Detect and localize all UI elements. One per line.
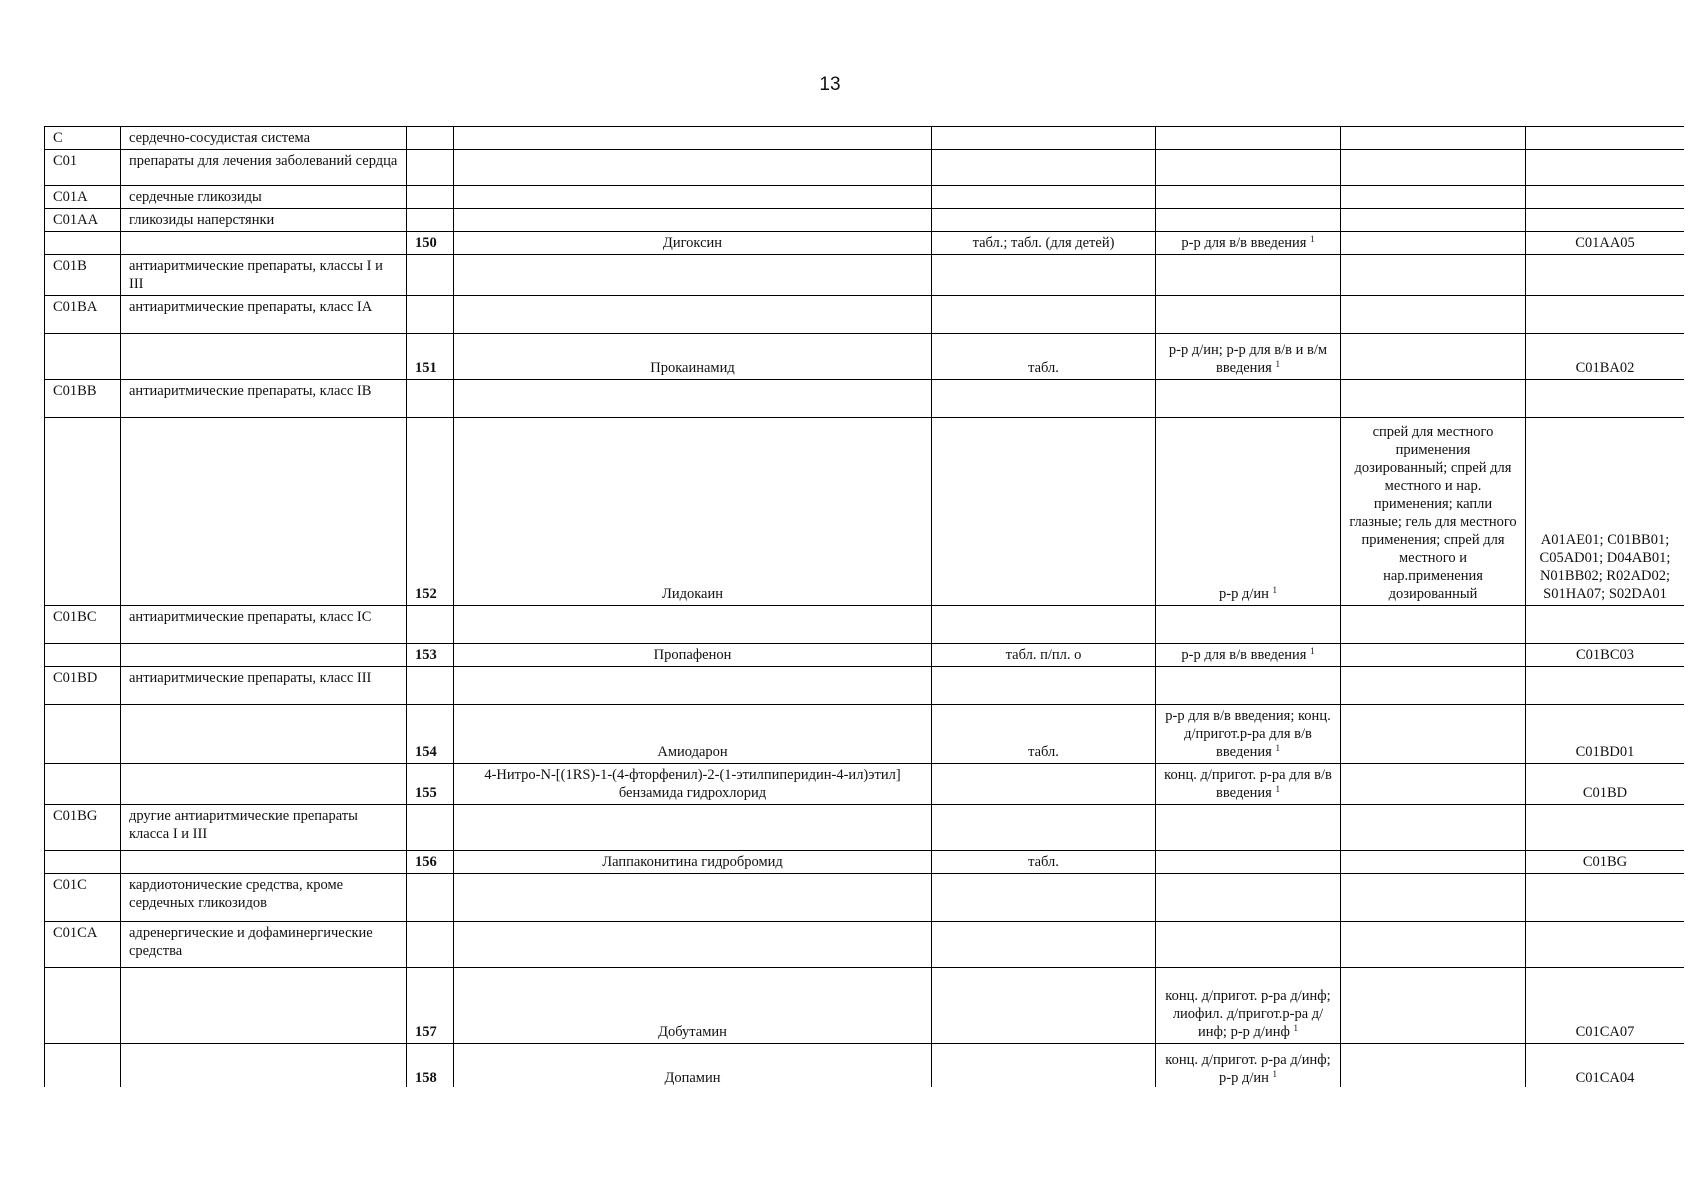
atc-group-code-cell: [45, 968, 121, 1044]
atc-code-cell: [1526, 186, 1685, 209]
atc-group-description-cell: [121, 186, 407, 209]
item-number: 157: [415, 1024, 437, 1040]
atc-code-cell: [1526, 805, 1685, 851]
dosage-form-other-cell: [1341, 968, 1526, 1044]
item-number-cell: [407, 667, 454, 705]
dosage-form-oral: табл. п/пл. о: [1005, 647, 1082, 663]
drug-name: Прокаинамид: [650, 360, 735, 376]
drug-row: [45, 968, 1685, 1044]
dosage-form-injection-cell: [1156, 186, 1341, 209]
atc-group-code-cell: [45, 209, 121, 232]
drug-name-cell: [454, 255, 932, 296]
dosage-form-injection-cell: [1156, 296, 1341, 334]
group-row: [45, 922, 1685, 968]
item-number-cell: [407, 805, 454, 851]
drug-list-table-wrapper: [44, 126, 1684, 1087]
item-number-cell: [407, 255, 454, 296]
item-number-cell: [407, 922, 454, 968]
atc-code-cell: [1526, 334, 1685, 380]
item-number-cell: [407, 127, 454, 150]
atc-code: C01BC03: [1575, 647, 1634, 663]
atc-code-cell: [1526, 968, 1685, 1044]
footnote-marker: 1: [1310, 646, 1315, 656]
dosage-form-injection-cell: [1156, 1044, 1341, 1088]
drug-name: Лаппаконитина гидробромид: [602, 854, 783, 870]
dosage-form-injection: конц. д/пригот. р-ра для в/в введения: [1164, 767, 1332, 801]
atc-group-code-cell: [45, 1044, 121, 1088]
atc-group-description-cell: [121, 296, 407, 334]
item-number-cell: [407, 644, 454, 667]
dosage-form-other-cell: [1341, 255, 1526, 296]
dosage-form-oral-cell: [932, 186, 1156, 209]
drug-name-cell: [454, 209, 932, 232]
atc-code-cell: [1526, 705, 1685, 764]
dosage-form-other-cell: [1341, 127, 1526, 150]
atc-group-code: C01A: [53, 189, 88, 205]
atc-code: A01AE01; C01BB01; C05AD01; D04AB01; N01BB02; R02AD02; S01HA07; S02DA01: [1539, 532, 1671, 602]
item-number-cell: [407, 606, 454, 644]
item-number: 155: [415, 785, 437, 801]
drug-name-cell: [454, 232, 932, 255]
dosage-form-oral-cell: [932, 150, 1156, 186]
item-number-cell: [407, 232, 454, 255]
drug-row: [45, 418, 1685, 606]
item-number-cell: [407, 851, 454, 874]
item-number-cell: [407, 874, 454, 922]
atc-group-description-cell: [121, 127, 407, 150]
atc-group-description-cell: [121, 150, 407, 186]
drug-name-cell: [454, 186, 932, 209]
atc-code-cell: [1526, 764, 1685, 805]
atc-group-code: C01B: [53, 258, 87, 274]
atc-group-description-cell: [121, 644, 407, 667]
atc-group-description-cell: [121, 667, 407, 705]
atc-group-code-cell: [45, 232, 121, 255]
atc-group-code-cell: [45, 874, 121, 922]
atc-group-code: C01CA: [53, 925, 98, 941]
dosage-form-oral-cell: [932, 922, 1156, 968]
dosage-form-other-cell: [1341, 922, 1526, 968]
dosage-form-other-cell: [1341, 805, 1526, 851]
drug-name-cell: [454, 296, 932, 334]
group-row: [45, 606, 1685, 644]
atc-group-code: C01BA: [53, 299, 98, 315]
atc-code-cell: [1526, 380, 1685, 418]
drug-row: [45, 851, 1685, 874]
atc-group-description-cell: [121, 1044, 407, 1088]
atc-group-description-cell: [121, 705, 407, 764]
dosage-form-oral: табл.: [1028, 744, 1059, 760]
dosage-form-injection-cell: [1156, 255, 1341, 296]
dosage-form-injection: р-р д/ин; р-р для в/в и в/м введения: [1168, 342, 1328, 376]
atc-code-cell: [1526, 922, 1685, 968]
drug-name: Дигоксин: [662, 235, 723, 251]
dosage-form-injection-cell: [1156, 667, 1341, 705]
atc-code-cell: [1526, 874, 1685, 922]
group-row: [45, 805, 1685, 851]
atc-group-code-cell: [45, 186, 121, 209]
atc-group-description-cell: [121, 380, 407, 418]
atc-code: C01CA04: [1575, 1070, 1635, 1086]
item-number: 150: [415, 235, 437, 251]
item-number-cell: [407, 764, 454, 805]
atc-group-description-cell: [121, 805, 407, 851]
item-number-cell: [407, 296, 454, 334]
atc-code-cell: [1526, 644, 1685, 667]
atc-code: C01CA07: [1575, 1024, 1635, 1040]
atc-group-description: другие антиаритмические препараты класса I и III: [129, 808, 358, 842]
dosage-form-oral-cell: [932, 418, 1156, 606]
dosage-form-oral: табл.: [1028, 854, 1059, 870]
atc-group-description-cell: [121, 851, 407, 874]
dosage-form-oral-cell: [932, 644, 1156, 667]
drug-name-cell: [454, 127, 932, 150]
drug-name-cell: [454, 764, 932, 805]
dosage-form-injection-cell: [1156, 334, 1341, 380]
atc-group-description: адренергические и дофаминергические средства: [129, 925, 373, 959]
drug-row: [45, 705, 1685, 764]
dosage-form-injection-cell: [1156, 874, 1341, 922]
atc-group-description-cell: [121, 232, 407, 255]
group-row: [45, 667, 1685, 705]
footnote-marker: 1: [1310, 234, 1315, 244]
dosage-form-injection: конц. д/пригот. р-ра д/инф; р-р д/ин: [1165, 1052, 1331, 1086]
dosage-form-other-cell: [1341, 1044, 1526, 1088]
group-row: [45, 186, 1685, 209]
atc-group-code: C: [53, 130, 63, 146]
dosage-form-other-cell: [1341, 667, 1526, 705]
table-body: [45, 127, 1685, 1088]
atc-group-code-cell: [45, 667, 121, 705]
atc-code: C01BD: [1582, 785, 1628, 801]
atc-group-code: C01: [53, 153, 78, 169]
drug-row: [45, 1044, 1685, 1088]
drug-name-cell: [454, 418, 932, 606]
atc-group-code-cell: [45, 255, 121, 296]
dosage-form-oral-cell: [932, 232, 1156, 255]
dosage-form-injection: р-р для в/в введения: [1181, 235, 1307, 251]
atc-group-description-cell: [121, 874, 407, 922]
atc-code-cell: [1526, 127, 1685, 150]
item-number-cell: [407, 334, 454, 380]
dosage-form-oral-cell: [932, 1044, 1156, 1088]
dosage-form-other-cell: [1341, 644, 1526, 667]
atc-code: C01AA05: [1575, 235, 1635, 251]
drug-name-cell: [454, 805, 932, 851]
dosage-form-other: спрей для местного применения дозированный; спрей для местного и нар. применения; капли глазные; гель для местного применения; спрей для местного и нар.применения дозированный: [1349, 424, 1517, 602]
dosage-form-injection-cell: [1156, 851, 1341, 874]
atc-group-description: антиаритмические препараты, класс IB: [129, 383, 372, 399]
atc-group-code-cell: [45, 380, 121, 418]
group-row: [45, 874, 1685, 922]
atc-group-description: сердечные гликозиды: [129, 189, 262, 205]
atc-group-code-cell: [45, 805, 121, 851]
dosage-form-injection-cell: [1156, 606, 1341, 644]
atc-group-description-cell: [121, 922, 407, 968]
dosage-form-injection-cell: [1156, 705, 1341, 764]
dosage-form-injection-cell: [1156, 805, 1341, 851]
dosage-form-oral: табл.: [1028, 360, 1059, 376]
dosage-form-oral-cell: [932, 334, 1156, 380]
atc-group-description: препараты для лечения заболеваний сердца: [129, 153, 398, 169]
drug-name-cell: [454, 606, 932, 644]
dosage-form-oral-cell: [932, 209, 1156, 232]
atc-group-code: C01BC: [53, 609, 97, 625]
dosage-form-oral-cell: [932, 667, 1156, 705]
item-number: 152: [415, 586, 437, 602]
group-row: [45, 127, 1685, 150]
atc-group-description-cell: [121, 764, 407, 805]
group-row: [45, 380, 1685, 418]
atc-code: C01BA02: [1575, 360, 1635, 376]
page-number: 13: [819, 74, 841, 95]
dosage-form-injection-cell: [1156, 764, 1341, 805]
drug-name-cell: [454, 150, 932, 186]
dosage-form-injection-cell: [1156, 968, 1341, 1044]
drug-name-cell: [454, 334, 932, 380]
footnote-marker: 1: [1275, 784, 1280, 794]
drug-name-cell: [454, 922, 932, 968]
atc-group-description: гликозиды наперстянки: [129, 212, 275, 228]
atc-code-cell: [1526, 296, 1685, 334]
dosage-form-other-cell: [1341, 851, 1526, 874]
atc-group-code-cell: [45, 606, 121, 644]
atc-group-code: C01BB: [53, 383, 97, 399]
atc-group-description-cell: [121, 968, 407, 1044]
atc-group-description: сердечно-сосудистая система: [129, 130, 311, 146]
drug-name-cell: [454, 968, 932, 1044]
atc-code-cell: [1526, 851, 1685, 874]
item-number-cell: [407, 150, 454, 186]
dosage-form-oral-cell: [932, 851, 1156, 874]
dosage-form-other-cell: [1341, 606, 1526, 644]
dosage-form-injection-cell: [1156, 380, 1341, 418]
drug-row: [45, 232, 1685, 255]
footnote-marker: 1: [1275, 743, 1280, 753]
item-number: 158: [415, 1070, 437, 1086]
item-number: 151: [415, 360, 437, 376]
atc-group-description-cell: [121, 334, 407, 380]
dosage-form-injection-cell: [1156, 418, 1341, 606]
atc-group-description-cell: [121, 606, 407, 644]
dosage-form-other-cell: [1341, 418, 1526, 606]
dosage-form-other-cell: [1341, 334, 1526, 380]
dosage-form-injection: р-р для в/в введения; конц. д/пригот.р-ра для в/в введения: [1165, 708, 1331, 760]
atc-code: C01BG: [1582, 854, 1628, 870]
atc-code-cell: [1526, 232, 1685, 255]
drug-name-cell: [454, 380, 932, 418]
atc-code-cell: [1526, 1044, 1685, 1088]
dosage-form-other-cell: [1341, 150, 1526, 186]
group-row: [45, 209, 1685, 232]
atc-group-description-cell: [121, 209, 407, 232]
dosage-form-other-cell: [1341, 380, 1526, 418]
drug-name-cell: [454, 1044, 932, 1088]
atc-group-code-cell: [45, 418, 121, 606]
dosage-form-injection-cell: [1156, 127, 1341, 150]
item-number-cell: [407, 209, 454, 232]
dosage-form-other-cell: [1341, 186, 1526, 209]
dosage-form-other-cell: [1341, 232, 1526, 255]
dosage-form-injection-cell: [1156, 150, 1341, 186]
dosage-form-oral-cell: [932, 874, 1156, 922]
drug-name-cell: [454, 705, 932, 764]
drug-name-cell: [454, 874, 932, 922]
item-number-cell: [407, 705, 454, 764]
group-row: [45, 296, 1685, 334]
dosage-form-other-cell: [1341, 705, 1526, 764]
atc-group-description-cell: [121, 255, 407, 296]
atc-group-code-cell: [45, 705, 121, 764]
atc-group-code: C01BG: [53, 808, 98, 824]
item-number-cell: [407, 418, 454, 606]
atc-code-cell: [1526, 150, 1685, 186]
atc-group-code: C01C: [53, 877, 87, 893]
drug-name: Допамин: [664, 1070, 721, 1086]
atc-group-code-cell: [45, 922, 121, 968]
atc-group-description: антиаритмические препараты, класс III: [129, 670, 372, 686]
drug-name: 4-Нитро-N-[(1RS)-1-(4-фторфенил)-2-(1-этилпиперидин-4-ил)этил] бензамида гидрохлорид: [484, 767, 901, 801]
atc-group-description: антиаритмические препараты, класс IC: [129, 609, 372, 625]
dosage-form-oral-cell: [932, 296, 1156, 334]
dosage-form-other-cell: [1341, 296, 1526, 334]
atc-group-code-cell: [45, 150, 121, 186]
dosage-form-other-cell: [1341, 209, 1526, 232]
dosage-form-injection-cell: [1156, 232, 1341, 255]
atc-code-cell: [1526, 209, 1685, 232]
drug-name: Добутамин: [658, 1024, 727, 1040]
footnote-marker: 1: [1272, 585, 1277, 595]
dosage-form-other-cell: [1341, 764, 1526, 805]
atc-group-code-cell: [45, 644, 121, 667]
item-number: 156: [415, 854, 437, 870]
drug-row: [45, 644, 1685, 667]
dosage-form-injection: р-р д/ин: [1218, 586, 1269, 602]
atc-code: C01BD01: [1575, 744, 1635, 760]
item-number-cell: [407, 186, 454, 209]
atc-group-code: C01AA: [53, 212, 99, 228]
item-number-cell: [407, 380, 454, 418]
drug-name: Пропафенон: [653, 647, 732, 663]
group-row: [45, 150, 1685, 186]
atc-group-code-cell: [45, 127, 121, 150]
atc-group-description: кардиотонические средства, кроме сердечных гликозидов: [129, 877, 344, 911]
dosage-form-oral-cell: [932, 705, 1156, 764]
dosage-form-injection: р-р для в/в введения: [1181, 647, 1307, 663]
atc-group-code-cell: [45, 764, 121, 805]
dosage-form-oral-cell: [932, 606, 1156, 644]
atc-group-description: антиаритмические препараты, классы I и III: [129, 258, 383, 292]
atc-group-description: антиаритмические препараты, класс IA: [129, 299, 373, 315]
drug-row: [45, 764, 1685, 805]
atc-group-code-cell: [45, 334, 121, 380]
item-number-cell: [407, 1044, 454, 1088]
dosage-form-oral-cell: [932, 127, 1156, 150]
atc-group-code: C01BD: [53, 670, 98, 686]
atc-group-code-cell: [45, 851, 121, 874]
drug-row: [45, 334, 1685, 380]
atc-code-cell: [1526, 418, 1685, 606]
footnote-marker: 1: [1275, 359, 1280, 369]
dosage-form-injection-cell: [1156, 922, 1341, 968]
dosage-form-injection-cell: [1156, 209, 1341, 232]
drug-name-cell: [454, 667, 932, 705]
dosage-form-oral-cell: [932, 380, 1156, 418]
drug-name-cell: [454, 851, 932, 874]
dosage-form-injection: конц. д/пригот. р-ра д/инф; лиофил. д/пригот.р-ра д/инф; р-р д/инф: [1165, 988, 1331, 1040]
dosage-form-oral-cell: [932, 255, 1156, 296]
group-row: [45, 255, 1685, 296]
dosage-form-other-cell: [1341, 874, 1526, 922]
item-number-cell: [407, 968, 454, 1044]
drug-list-table: [44, 126, 1684, 1087]
dosage-form-oral-cell: [932, 764, 1156, 805]
atc-group-code-cell: [45, 296, 121, 334]
footnote-marker: 1: [1293, 1023, 1298, 1033]
atc-group-description-cell: [121, 418, 407, 606]
dosage-form-oral-cell: [932, 968, 1156, 1044]
dosage-form-injection-cell: [1156, 644, 1341, 667]
footnote-marker: 1: [1272, 1069, 1277, 1079]
dosage-form-oral-cell: [932, 805, 1156, 851]
dosage-form-oral: табл.; табл. (для детей): [972, 235, 1115, 251]
drug-name: Лидокаин: [661, 586, 723, 602]
item-number: 153: [415, 647, 437, 663]
drug-name: Амиодарон: [657, 744, 728, 760]
atc-code-cell: [1526, 255, 1685, 296]
item-number: 154: [415, 744, 437, 760]
atc-code-cell: [1526, 667, 1685, 705]
atc-code-cell: [1526, 606, 1685, 644]
drug-name-cell: [454, 644, 932, 667]
